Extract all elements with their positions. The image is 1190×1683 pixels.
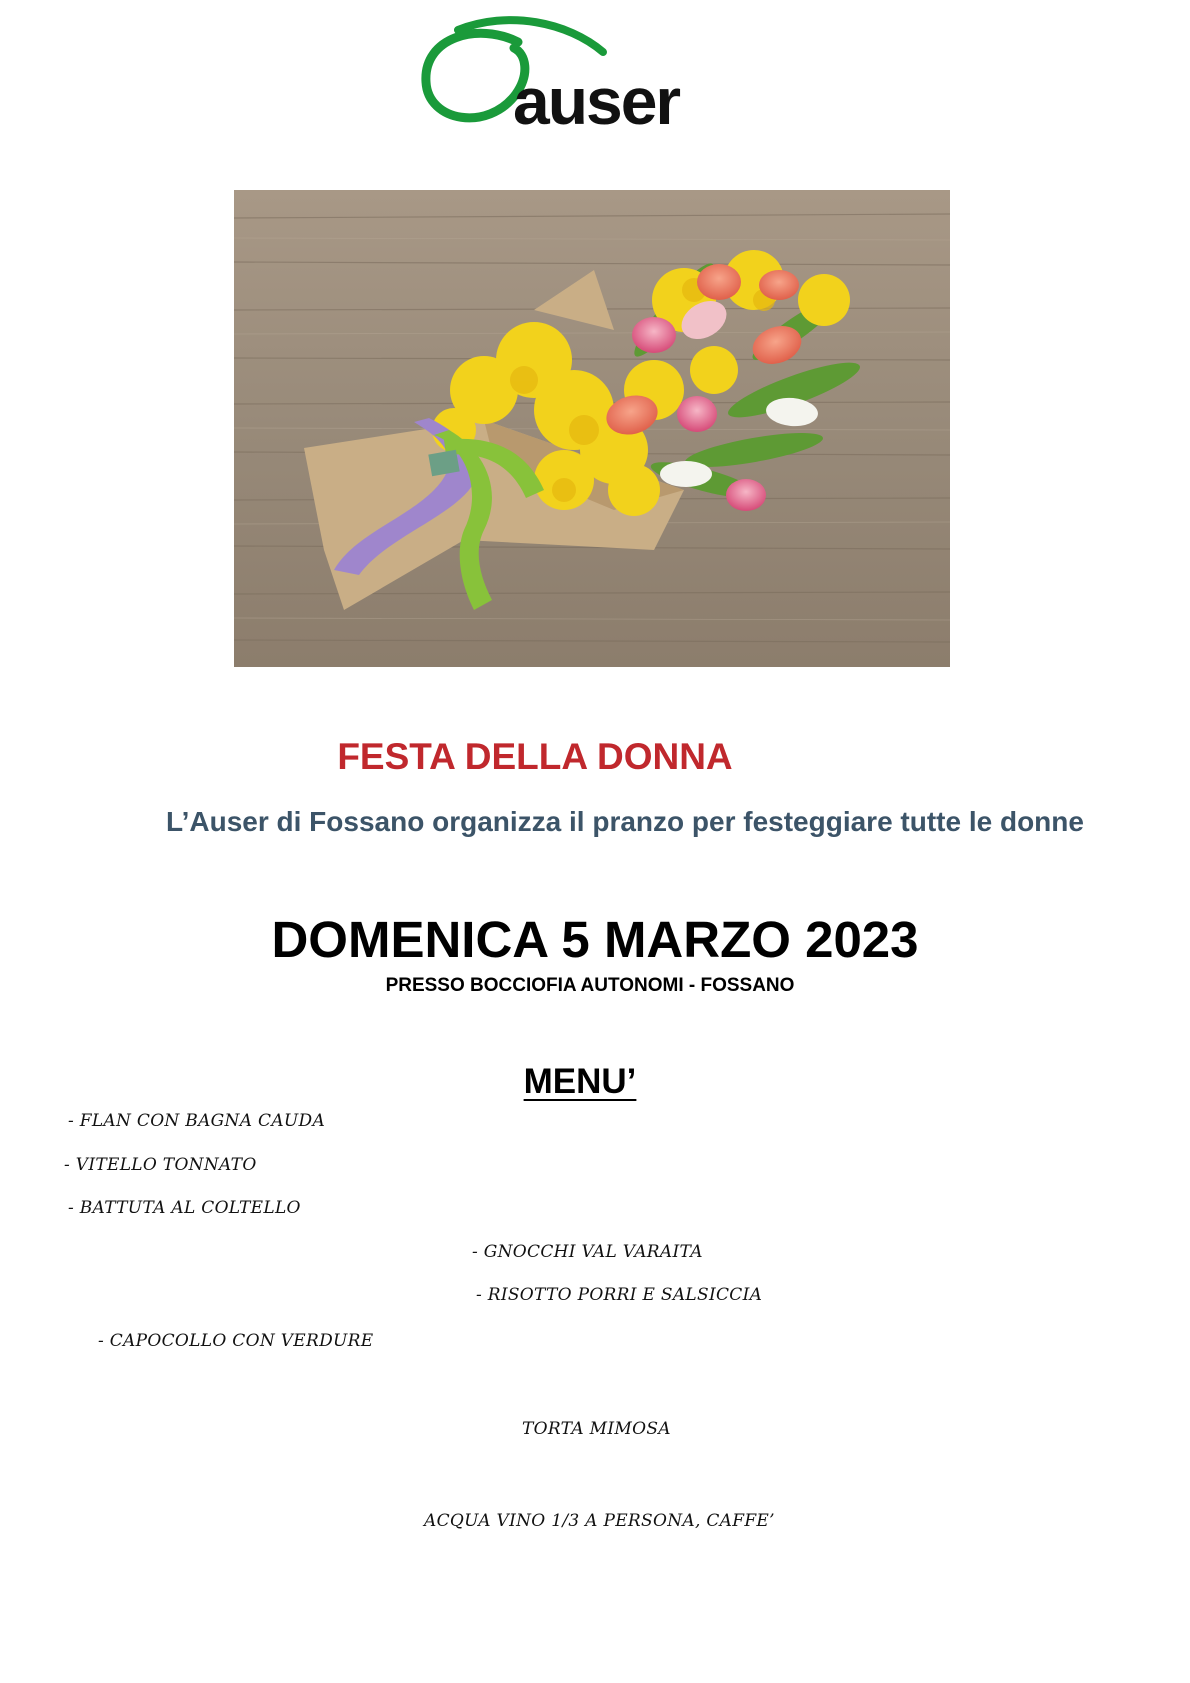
logo-wordmark: auser — [513, 64, 680, 138]
auser-logo — [418, 12, 758, 142]
event-title: FESTA DELLA DONNA — [337, 736, 733, 777]
event-date: DOMENICA 5 MARZO 2023 — [271, 911, 919, 968]
menu-item: - VITELLO TONNATO — [64, 1155, 257, 1175]
menu-title — [0, 1062, 1160, 1102]
menu-title-text: MENU’ — [523, 1062, 637, 1101]
menu-item: - CAPOCOLLO CON VERDURE — [98, 1331, 374, 1351]
menu-item: ACQUA VINO 1/3 A PERSONA, CAFFE’ — [424, 1511, 775, 1531]
event-subtitle: L’Auser di Fossano organizza il pranzo per festeggiare tutte le donne — [166, 806, 1084, 837]
menu-item: - FLAN CON BAGNA CAUDA — [68, 1111, 326, 1131]
bouquet-photo — [234, 190, 950, 667]
menu-item: TORTA MIMOSA — [522, 1419, 671, 1439]
menu-item: - RISOTTO PORRI E SALSICCIA — [476, 1285, 763, 1305]
event-venue: PRESSO BOCCIOFIA AUTONOMI - FOSSANO — [385, 975, 795, 996]
menu-item: - BATTUTA AL COLTELLO — [68, 1198, 301, 1218]
menu-item: - GNOCCHI VAL VARAITA — [472, 1242, 703, 1262]
